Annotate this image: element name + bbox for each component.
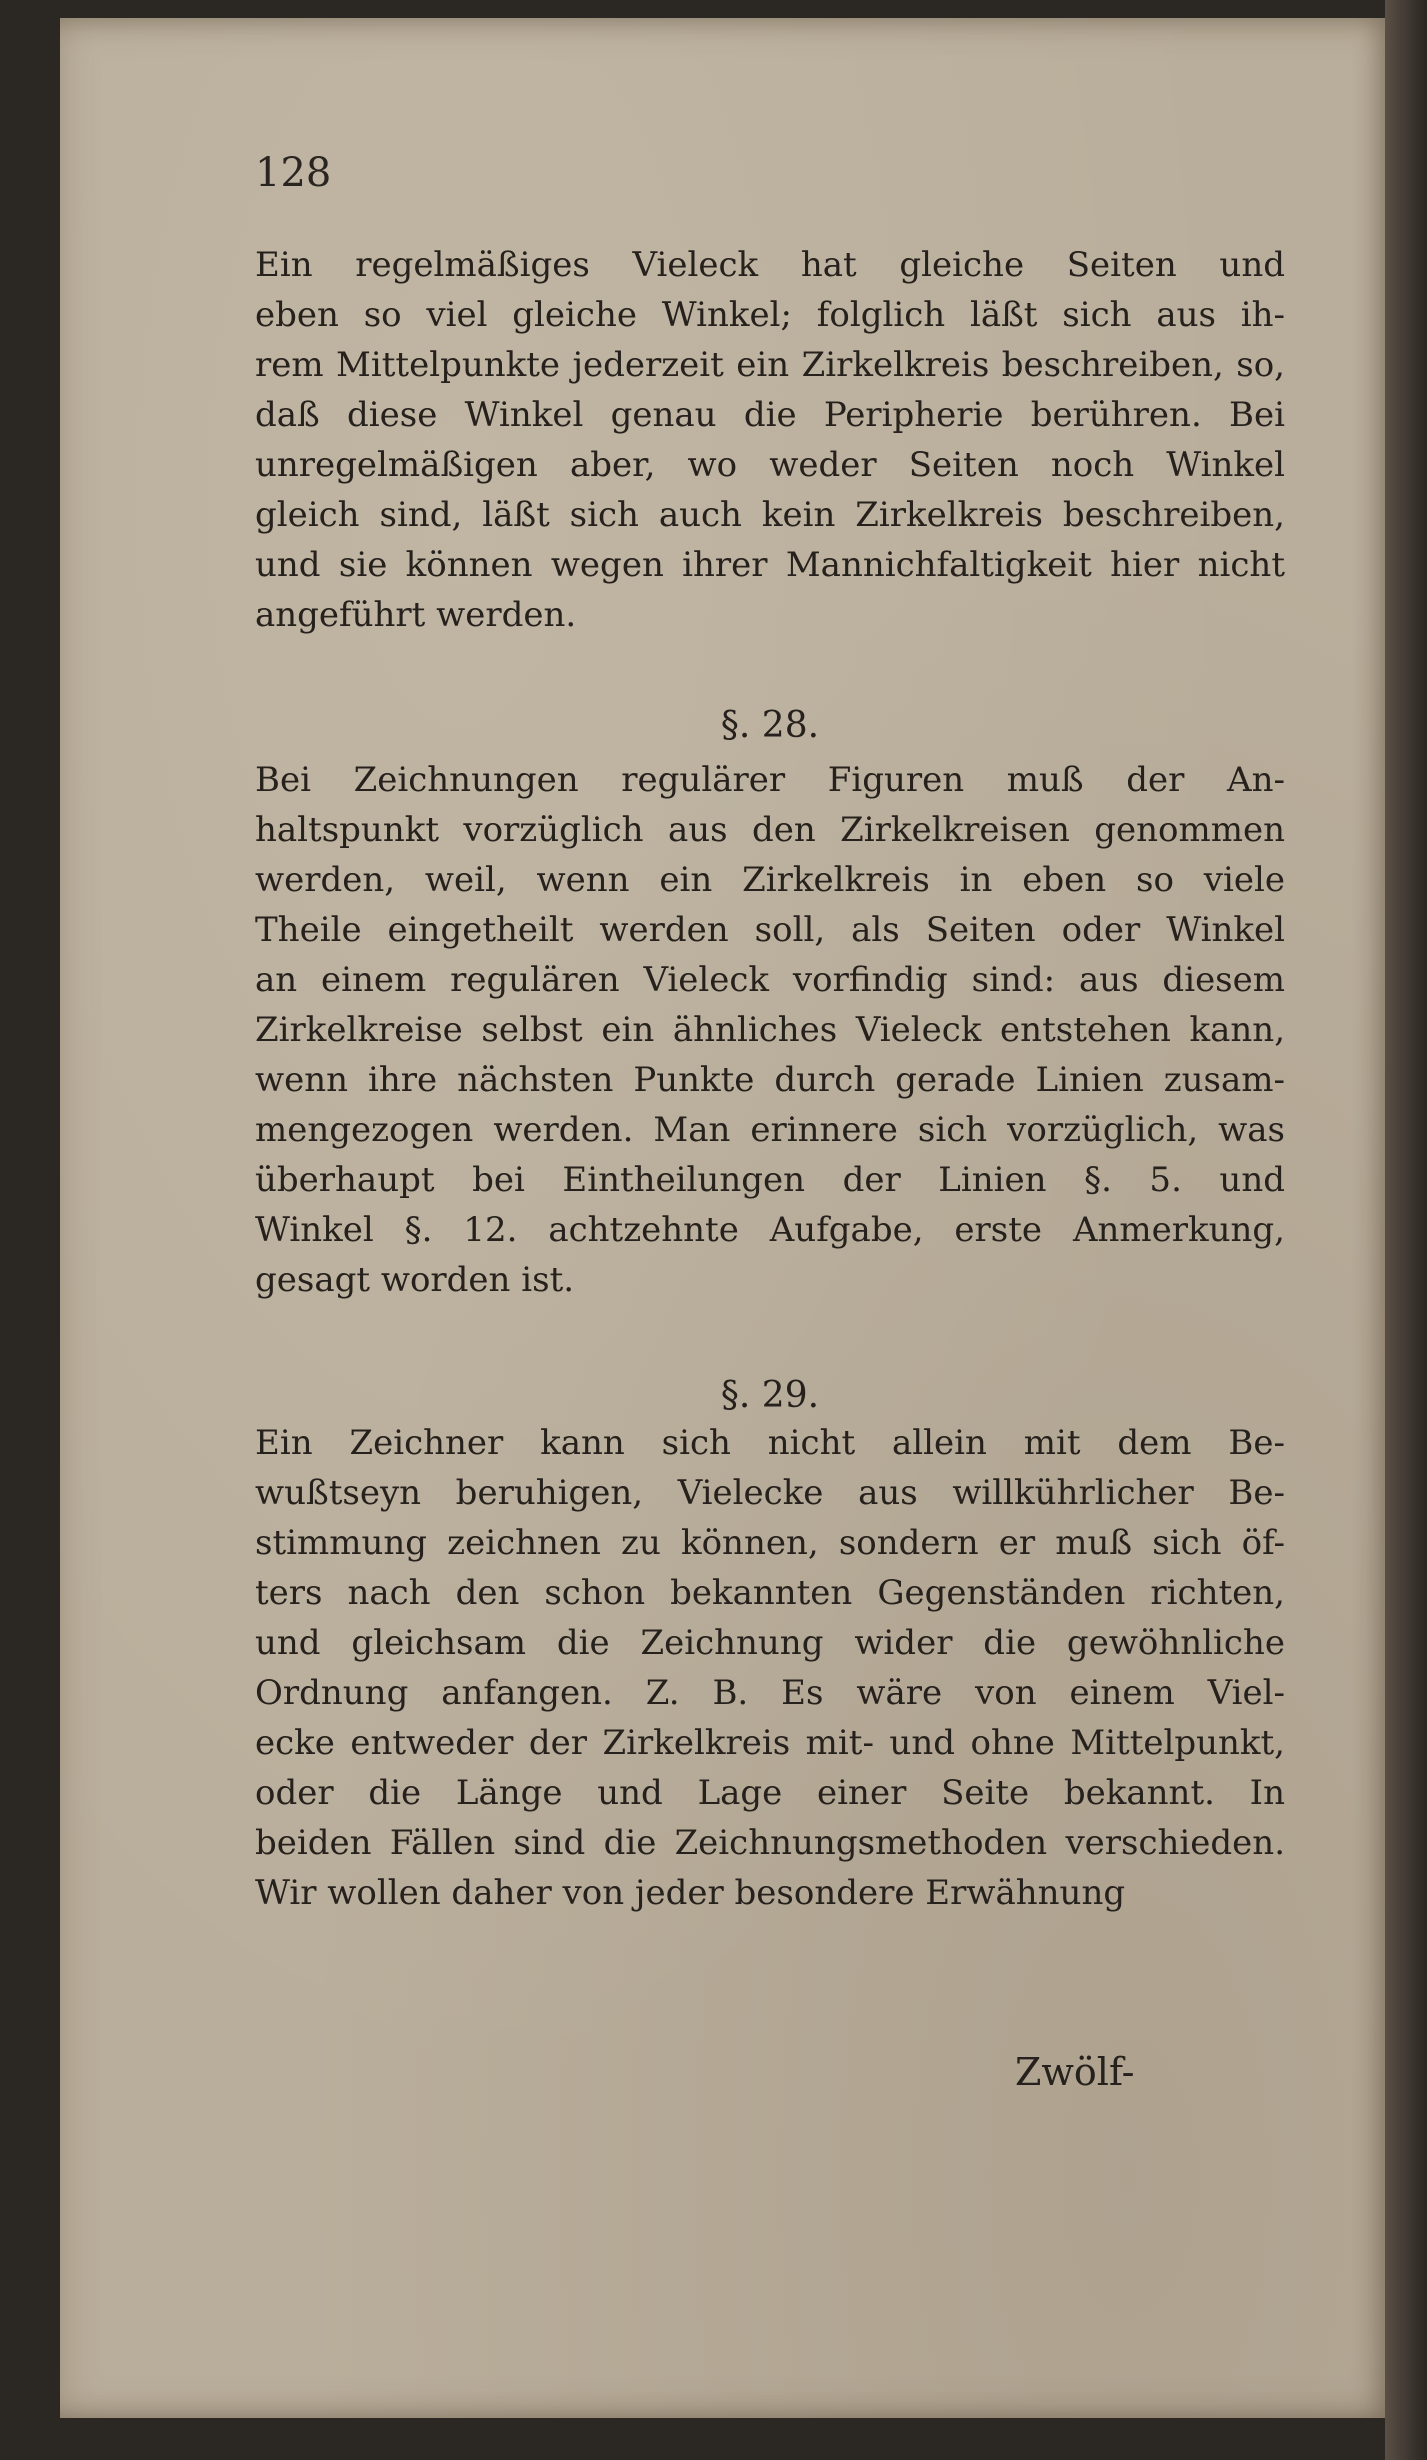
paragraph-regular-polygon (255, 240, 1285, 640)
text-line: Theile eingetheilt werden soll, als Seiten oder Winkel (255, 910, 1285, 950)
text-line: Ein Zeichner kann sich nicht allein mit dem Be- (255, 1423, 1285, 1463)
text-line: beiden Fällen sind die Zeichnungsmethoden verschieden. (255, 1823, 1285, 1863)
text-line: überhaupt bei Eintheilungen der Linien §. 5. und (255, 1160, 1285, 1200)
text-line: eben so viel gleiche Winkel; folglich läßt sich aus ih- (255, 295, 1285, 335)
text-line: Ein regelmäßiges Vieleck hat gleiche Seiten und (255, 245, 1285, 285)
text-line: rem Mittelpunkte jederzeit ein Zirkelkreis beschreiben, so, (255, 345, 1285, 385)
text-line: und sie können wegen ihrer Mannichfaltigkeit hier nicht (255, 545, 1285, 585)
text-line: oder die Länge und Lage einer Seite bekannt. In (255, 1773, 1285, 1813)
text-line: mengezogen werden. Man erinnere sich vorzüglich, was (255, 1110, 1285, 1150)
section-heading-28: §. 28. (720, 705, 820, 746)
catchword: Zwölf- (1015, 2050, 1135, 2094)
text-line: wußtseyn beruhigen, Vielecke aus willkührlicher Be- (255, 1473, 1285, 1513)
text-line: Zirkelkreise selbst ein ähnliches Vieleck entstehen kann, (255, 1010, 1285, 1050)
text-line: Wir wollen daher von jeder besondere Erwähnung (255, 1873, 1126, 1913)
text-line: an einem regulären Vieleck vorfindig sind: aus diesem (255, 960, 1285, 1000)
text-line: haltspunkt vorzüglich aus den Zirkelkreisen genommen (255, 810, 1285, 850)
text-line: gesagt worden ist. (255, 1260, 575, 1300)
text-line: ters nach den schon bekannten Gegenständen richten, (255, 1573, 1285, 1613)
text-line: daß diese Winkel genau die Peripherie berühren. Bei (255, 395, 1285, 435)
text-line: stimmung zeichnen zu können, sondern er muß sich öf- (255, 1523, 1285, 1563)
paragraph-section-29 (255, 1418, 1285, 1918)
text-line: Bei Zeichnungen regulärer Figuren muß der An- (255, 760, 1285, 800)
text-line: werden, weil, wenn ein Zirkelkreis in eben so viele (255, 860, 1285, 900)
paragraph-section-28 (255, 755, 1285, 1305)
text-line: und gleichsam die Zeichnung wider die gewöhnliche (255, 1623, 1285, 1663)
page-number: 128 (255, 150, 332, 196)
book-spine-shadow (1385, 0, 1427, 2460)
text-line: Winkel §. 12. achtzehnte Aufgabe, erste Anmerkung, (255, 1210, 1285, 1250)
section-heading-29: §. 29. (720, 1375, 820, 1416)
text-line: gleich sind, läßt sich auch kein Zirkelkreis beschreiben, (255, 495, 1285, 535)
text-line: angeführt werden. (255, 595, 577, 635)
text-line: unregelmäßigen aber, wo weder Seiten noch Winkel (255, 445, 1285, 485)
text-line: ecke entweder der Zirkelkreis mit- und ohne Mittelpunkt, (255, 1723, 1285, 1763)
text-line: Ordnung anfangen. Z. B. Es wäre von einem Viel- (255, 1673, 1285, 1713)
text-line: wenn ihre nächsten Punkte durch gerade Linien zusam- (255, 1060, 1285, 1100)
